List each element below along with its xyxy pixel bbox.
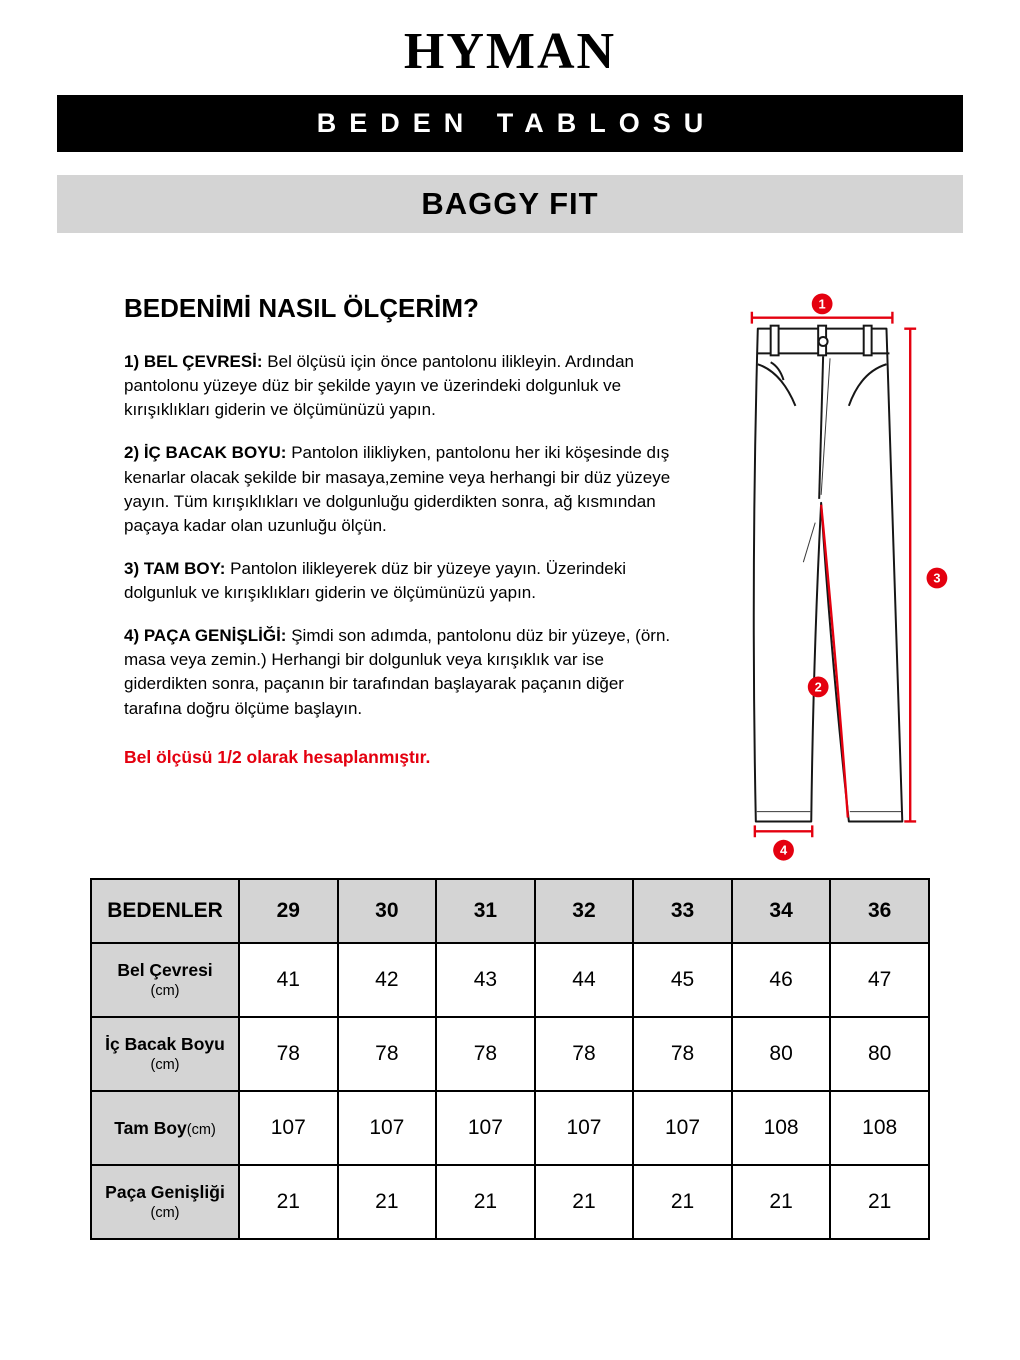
row-label-unit: (cm) [150, 1056, 180, 1073]
marker-full-length [904, 329, 947, 822]
cell-value: 21 [535, 1165, 634, 1239]
row-label-text: Bel Çevresi [117, 960, 213, 981]
half-measure-note: Bel ölçüsü 1/2 olarak hesaplanmıştır. [124, 746, 431, 767]
cell-value: 44 [535, 943, 634, 1017]
marker-1-number: 1 [818, 296, 826, 312]
row-label-text: Tam Boy [114, 1117, 187, 1138]
cell-value: 78 [338, 1017, 437, 1091]
cell-value: 107 [239, 1091, 338, 1165]
cell-value: 107 [338, 1091, 437, 1165]
cell-value: 78 [535, 1017, 634, 1091]
header-size-33: 33 [633, 879, 732, 943]
table-row-waist [91, 943, 929, 1017]
cell-value: 107 [633, 1091, 732, 1165]
header-size-30: 30 [338, 879, 437, 943]
cell-value: 107 [535, 1091, 634, 1165]
row-label-unit: (cm) [150, 1204, 180, 1221]
jeans-diagram-svg [716, 293, 954, 867]
step-waist [124, 350, 682, 422]
cell-value: 108 [732, 1091, 831, 1165]
jeans-diagram [716, 293, 954, 872]
cell-value: 108 [830, 1091, 929, 1165]
row-label-inseam [91, 1017, 239, 1091]
brand-logo: HYMAN [403, 23, 617, 80]
cell-value: 47 [830, 943, 929, 1017]
step-inseam-label: 2) İÇ BACAK BOYU: [124, 443, 287, 463]
cell-value: 21 [338, 1165, 437, 1239]
row-label-text: Paça Genişliği [105, 1182, 225, 1203]
cell-value: 21 [830, 1165, 929, 1239]
marker-waist [752, 293, 893, 323]
size-chart-banner: BEDEN TABLOSU [57, 95, 963, 152]
cell-value: 107 [436, 1091, 535, 1165]
step-full-length-label: 3) TAM BOY: [124, 558, 226, 578]
row-label-waist [91, 943, 239, 1017]
table-row-inseam [91, 1017, 929, 1091]
belt-loop [771, 326, 779, 356]
cell-value: 21 [239, 1165, 338, 1239]
table-row-hem-width [91, 1165, 929, 1239]
header-size-34: 34 [732, 879, 831, 943]
button [819, 337, 828, 346]
cell-value: 78 [436, 1017, 535, 1091]
cell-value: 43 [436, 943, 535, 1017]
cell-value: 45 [633, 943, 732, 1017]
marker-2-number: 2 [814, 679, 822, 695]
belt-loop [864, 326, 872, 356]
step-hem-width [124, 624, 682, 721]
table-header-row [91, 879, 929, 943]
table-row-full-length [91, 1091, 929, 1165]
fit-banner: BAGGY FIT [57, 175, 963, 233]
guide-heading: BEDENİMİ NASIL ÖLÇERİM? [124, 293, 479, 323]
cell-value: 46 [732, 943, 831, 1017]
cell-value: 80 [732, 1017, 831, 1091]
header-size-29: 29 [239, 879, 338, 943]
cell-value: 78 [239, 1017, 338, 1091]
row-label-unit: (cm) [150, 982, 180, 999]
cell-value: 21 [633, 1165, 732, 1239]
step-full-length [124, 557, 682, 605]
step-hem-width-text: Şimdi son adımda, pantolonu düz bir yüzeye, (örn. masa veya zemin.) Herhangi bir dolgunluk veya kırışıklık var ise giderdikten sonra, paçanın bir tarafından başlayarak paçanın diğer tarafına doğru ölçüme başlayın. [124, 626, 671, 718]
cell-value: 42 [338, 943, 437, 1017]
measure-guide [124, 293, 682, 785]
main-content [0, 233, 1020, 872]
row-label-unit: (cm) [186, 1121, 216, 1138]
header-bedenler: BEDENLER [91, 879, 239, 943]
row-label-text: İç Bacak Boyu [105, 1034, 225, 1055]
row-label-hem-width [91, 1165, 239, 1239]
row-label-full-length [91, 1091, 239, 1165]
step-inseam-text: Pantolon ilikliyken, pantolonu her iki köşesinde dış kenarlar olacak şekilde bir masaya,zemine veya herhangi bir düz yüzeye yayın. Tüm kırışıklıkları ve dolgunluğu giderdikten sonra, ağ kısmından paçaya kadar olan uzunluğu ölçün. [124, 443, 671, 535]
header-size-31: 31 [436, 879, 535, 943]
step-waist-text: Bel ölçüsü için önce pantolonu ilikleyin. Ardından pantolonu yüzeye düz bir şekilde yayın ve üzerindeki dolgunluk ve kırışıklıkları giderin ve ölçümünüzü yapın. [124, 352, 634, 420]
header-size-36: 36 [830, 879, 929, 943]
header-size-32: 32 [535, 879, 634, 943]
cell-value: 21 [732, 1165, 831, 1239]
step-full-length-text: Pantolon ilikleyerek düz bir yüzeye yayın. Üzerindeki dolgunluk ve kırışıklıkları giderin ve ölçümünüzü yapın. [124, 558, 627, 602]
size-table [90, 878, 930, 1240]
step-hem-width-label: 4) PAÇA GENİŞLİĞİ: [124, 626, 287, 646]
cell-value: 80 [830, 1017, 929, 1091]
step-waist-label: 1) BEL ÇEVRESİ: [124, 352, 263, 371]
marker-3-number: 3 [933, 570, 941, 586]
cell-value: 78 [633, 1017, 732, 1091]
marker-4-number: 4 [779, 842, 788, 858]
cell-value: 21 [436, 1165, 535, 1239]
cell-value: 41 [239, 943, 338, 1017]
marker-hem-width [755, 825, 812, 860]
step-inseam [124, 441, 682, 538]
